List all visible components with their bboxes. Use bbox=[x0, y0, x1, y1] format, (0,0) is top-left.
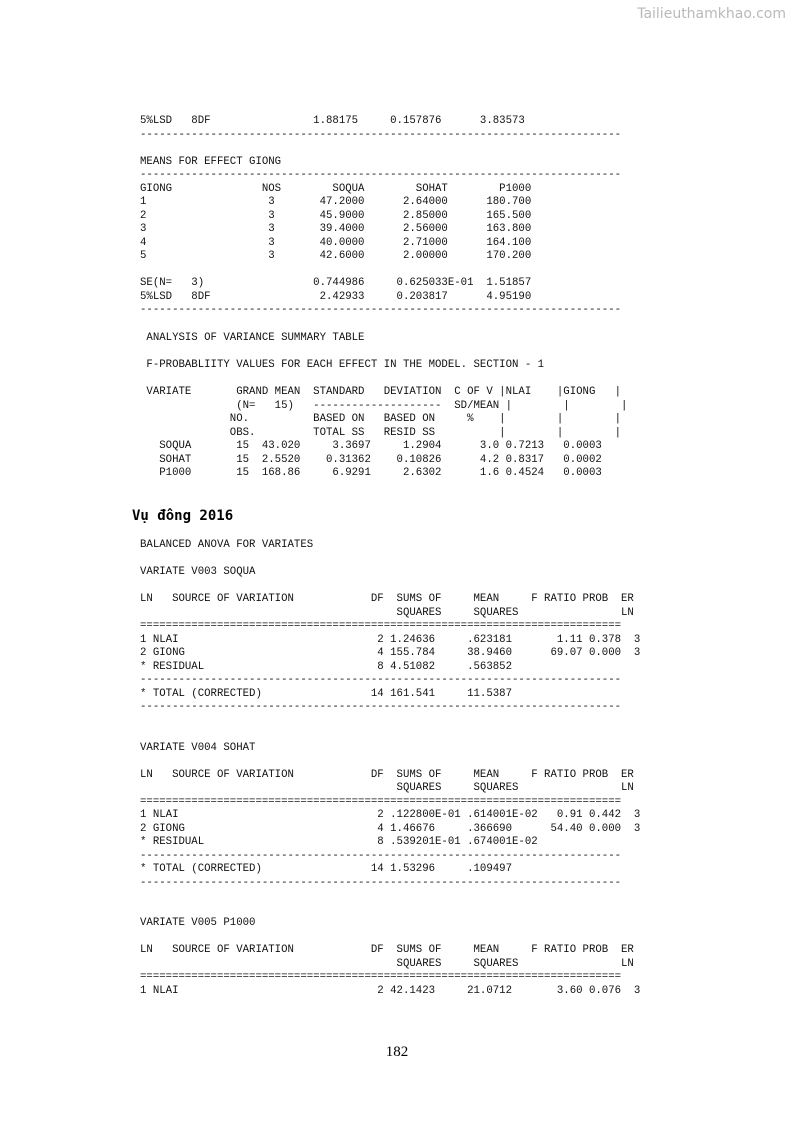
anova-summary-table: ANALYSIS OF VARIANCE SUMMARY TABLE F-PROBABLIITY VALUES FOR EACH EFFECT IN THE MODEL. SECTION - 1 VARIATE GRAND MEAN STANDARD DEVIATION C OF V |NLAI |GIONG | (N= 15) -------------------- SD/MEAN | | | NO. BASED ON BASED ON % | | | OBS. TOTAL SS RESID SS | | | SOQUA 15 43.020 3.3697 1.2904 3.0 0.7213 0.0003 SOHAT 15 2.5520 0.31362 0.10826 4.2 0.8317 0.0002 P1000 15 168.86 6.9291 2.6302 1.6 0.4524 0.0003 bbox=[146, 332, 628, 479]
page-number: 182 bbox=[385, 1044, 409, 1060]
section-heading: Vụ đông 2016 bbox=[132, 508, 234, 524]
means-lsd-block: 5%LSD 8DF 1.88175 0.157876 3.83573 --------------------------------------------------------------------------- MEANS FOR EFFECT GIONG --------------------------------------------------------------------------- GIONG NOS SOQUA SOHAT P1000 1 3 47.2000 2.64000 180.700 2 3 45.9000 2.85000 165.500 3 3 39.4000 2.56000 163.800 4 3 40.0000 2.71000 164.100 5 3 42.6000 2.00000 170.200 SE(N= 3) 0.744986 0.625033E-01 1.51857 5%LSD 8DF 2.42933 0.203817 4.95190 --------------------------------------------------------------------------- bbox=[140, 115, 622, 316]
watermark: Tailieuthamkhao.com bbox=[637, 6, 786, 22]
balanced-anova-block: BALANCED ANOVA FOR VARIATES VARIATE V003 SOQUA LN SOURCE OF VARIATION DF SUMS OF MEAN F RATIO PROB ER SQUARES SQUARES LN =========================================================================== 1 NLAI 2 1.24636 .623181 1.11 0.378 3 2 GIONG 4 155.784 38.9460 69.07 0.000 3 * RESIDUAL 8 4.51082 .563852 --------------------------------------------------------------------------- * TOTAL (CORRECTED) 14 161.541 11.5387 --------------------------------------------------------------------------- VARIATE V004 SOHAT LN SOURCE OF VARIATION DF SUMS OF MEAN F RATIO PROB ER SQUARES SQUARES LN =========================================================================== 1 NLAI 2 .122800E-01 .614001E-02 0.91 0.442 3 2 GIONG 4 1.46676 .366690 54.40 0.000 3 * RESIDUAL 8 .539201E-01 .674001E-02 --------------------------------------------------------------------------- * TOTAL (CORRECTED) 14 1.53296 .109497 --------------------------------------------------------------------------- VARIATE V005 P1000 LN SOURCE OF VARIATION DF SUMS OF MEAN F RATIO PROB ER SQUARES SQUARES LN =========================================================================== 1 NLAI 2 42.1423 21.0712 3.60 0.076 3 bbox=[140, 539, 641, 997]
